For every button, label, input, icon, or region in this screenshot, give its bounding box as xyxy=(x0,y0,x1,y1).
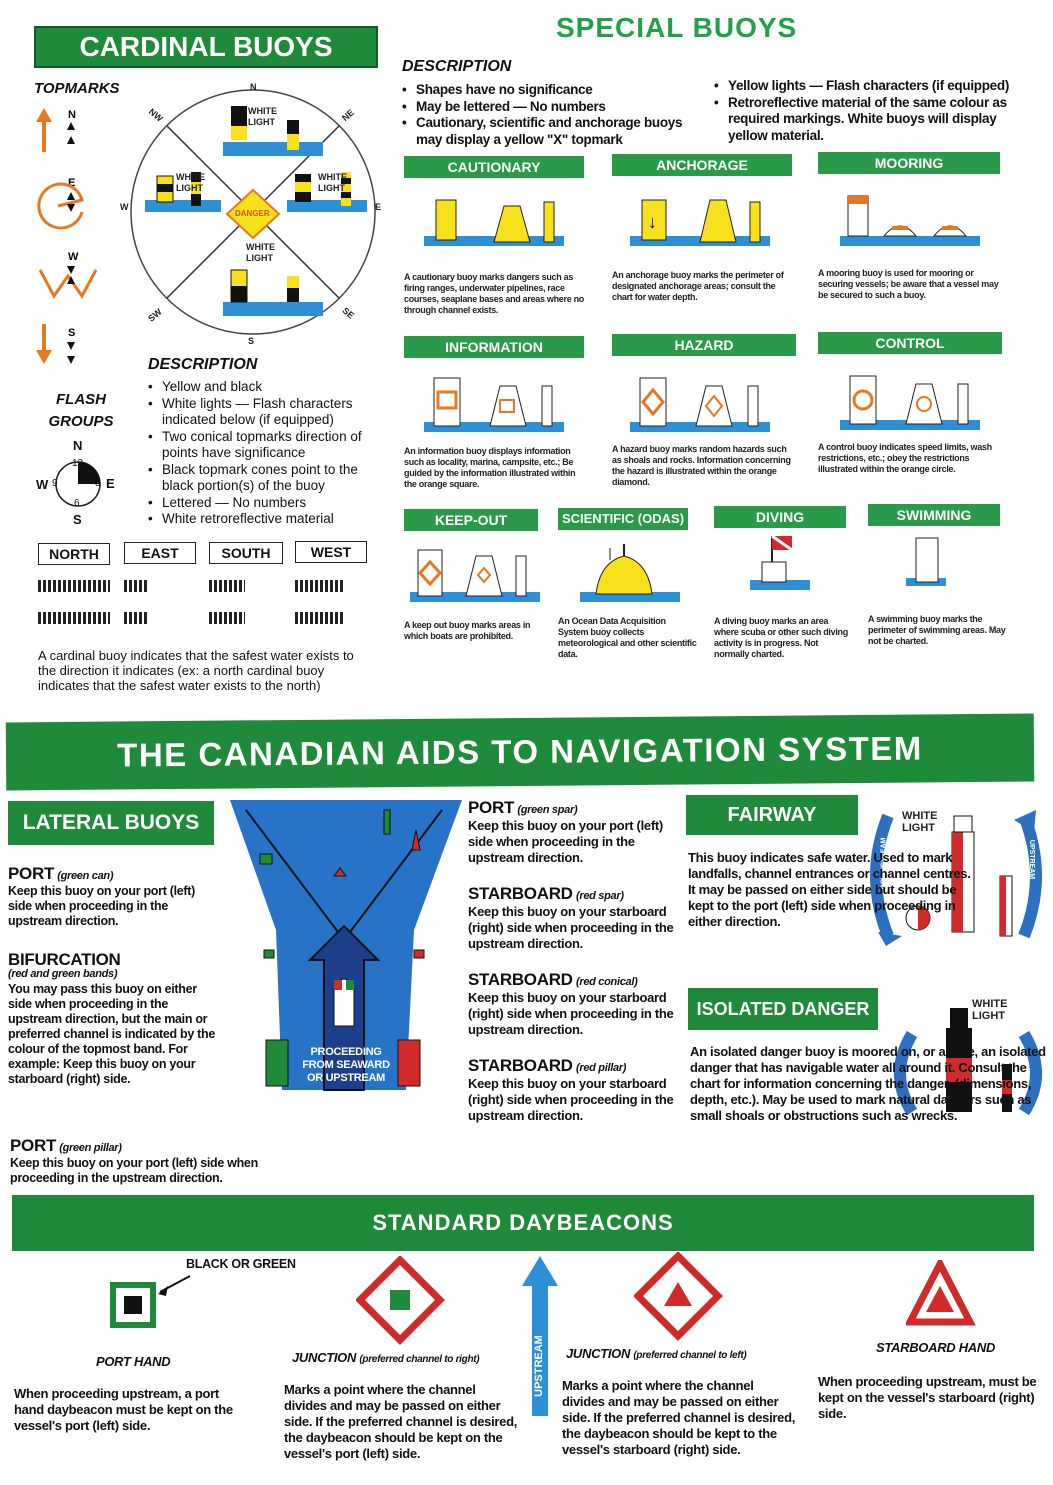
port-hand-text: When proceeding upstream, a port hand daybeacon must be kept on the vessel's port (left) side. xyxy=(14,1386,233,1433)
white-light-n: WHITE LIGHT xyxy=(248,106,277,127)
special-title: SPECIAL BUOYS xyxy=(556,12,798,43)
port-can-head: PORT xyxy=(8,864,55,883)
flash-pattern-east xyxy=(124,612,148,624)
cardinal-desc-item: • White lights — Flash characters indicated below (if equipped) xyxy=(148,396,388,429)
junction-right-daybeacon-icon xyxy=(356,1256,446,1346)
compass-n: N xyxy=(250,82,257,92)
cardinal-note: A cardinal buoy indicates that the safest water exists to the direction it indicates (ex: a north cardinal buoy indicates that the safest water exists to the north) xyxy=(38,648,354,693)
cardinal-description-title: DESCRIPTION xyxy=(148,356,258,373)
fairway-light-label: WHITE LIGHT xyxy=(902,810,938,834)
stbd-spar-head: STARBOARD xyxy=(468,884,573,903)
flash-pattern-west xyxy=(295,612,345,624)
flash-pattern-north xyxy=(38,612,110,624)
svg-text:W: W xyxy=(68,251,79,263)
special-hdr-diving: DIVING xyxy=(714,506,846,528)
bifurcation-block xyxy=(8,952,218,1087)
flash-pattern-west xyxy=(295,580,345,592)
clock-12: 12 xyxy=(72,458,84,469)
daybeacons-title: STANDARD DAYBEACONS xyxy=(12,1195,1034,1251)
junction-left-title: JUNCTION xyxy=(566,1346,631,1361)
stbd-spar-text: Keep this buoy on your starboard (right) side when proceeding in the upstream direction. xyxy=(468,904,674,951)
bifurcation-sub: (red and green bands) xyxy=(8,968,118,980)
topmarks-label: TOPMARKS xyxy=(34,80,120,97)
bifurcation-head: BIFURCATION xyxy=(8,950,121,969)
clock-s: S xyxy=(73,512,82,527)
cardinal-desc-item: • Black topmark cones point to the black portion(s) of the buoy xyxy=(148,462,388,495)
odas-buoy-icon xyxy=(580,540,680,610)
special-hdr-mooring: MOORING xyxy=(818,152,1000,174)
special-text-hazard: A hazard buoy marks random hazards such as shoals and rocks. Information concerning the hazard is illustrated within the orange diamond. xyxy=(612,444,791,487)
fairway-downstream: DOWNSTREAM xyxy=(880,837,888,890)
special-hdr-control: CONTROL xyxy=(818,332,1002,354)
diving-buoy-icon xyxy=(750,532,830,602)
clock-3: 3 xyxy=(95,478,101,489)
information-buoy-icon xyxy=(424,368,574,440)
compass-se: SE xyxy=(340,305,357,321)
svg-text:S: S xyxy=(68,327,76,339)
topmark-icons xyxy=(30,100,110,370)
special-desc-item: • Shapes have no significance xyxy=(402,82,702,99)
clock-w: W xyxy=(36,477,49,492)
flash-box-east: EAST xyxy=(124,542,196,564)
stbd-pillar-head: STARBOARD xyxy=(468,1056,573,1075)
port-spar-block xyxy=(468,800,678,866)
special-text-mooring: A mooring buoy is used for mooring or securing vessels; be aware that a vessel may be secured to such a buoy. xyxy=(818,268,999,300)
cardinal-desc-item: • White retroreflective material xyxy=(148,511,388,528)
port-spar-text: Keep this buoy on your port (left) side when proceeding in the upstream direction. xyxy=(468,818,663,865)
stbd-conical-block xyxy=(468,972,678,1038)
dir-n-label: N xyxy=(68,109,76,121)
hazard-buoy-icon xyxy=(630,368,780,440)
canadian-title: THE CANADIAN AIDS TO NAVIGATION SYSTEM xyxy=(6,714,1035,791)
white-light-s: WHITE LIGHT xyxy=(246,242,275,263)
cardinal-desc-item: • Two conical topmarks direction of points have significance xyxy=(148,429,388,462)
special-hdr-anchorage: ANCHORAGE xyxy=(612,154,792,176)
junction-right-text: Marks a point where the channel divides and may be passed on either side. If the preferred channel is desired, the daybeacon should be kept on the vessel's port (left) side. xyxy=(284,1382,518,1461)
special-text-anchorage: An anchorage buoy marks the perimeter of designated anchorage areas; consult the chart for water depth. xyxy=(612,270,784,302)
port-pillar-text: Keep this buoy on your port (left) side when proceeding in the upstream direction. xyxy=(10,1156,258,1185)
clock-6: 6 xyxy=(74,498,80,509)
stbd-conical-text: Keep this buoy on your starboard (right) side when proceeding in the upstream direction. xyxy=(468,990,674,1037)
special-text-scientific: An Ocean Data Acquisition System buoy collects meteorological and other scientific data. xyxy=(558,616,697,659)
cardinal-title: CARDINAL BUOYS xyxy=(34,26,378,68)
special-hdr-cautionary: CAUTIONARY xyxy=(404,156,584,178)
upstream-label: UPSTREAM xyxy=(533,1335,545,1397)
port-hand-daybeacon-icon xyxy=(100,1268,200,1348)
junction-right-name xyxy=(292,1350,479,1365)
stbd-spar-block xyxy=(468,886,678,952)
special-hdr-hazard: HAZARD xyxy=(612,334,796,356)
fairway-upstream: UPSTREAM xyxy=(1028,839,1036,880)
special-description-title: DESCRIPTION xyxy=(402,58,512,75)
special-hdr-swimming: SWIMMING xyxy=(868,504,1000,526)
cardinal-desc-item: • Lettered — No numbers xyxy=(148,495,388,512)
flash-box-west: WEST xyxy=(295,541,367,563)
clock-n: N xyxy=(73,438,83,453)
clock-e: E xyxy=(106,476,115,491)
special-desc-right xyxy=(714,78,1014,144)
swimming-buoy-icon xyxy=(906,532,966,602)
junction-left-daybeacon-icon xyxy=(634,1252,724,1342)
special-text-swimming: A swimming buoy marks the perimeter of swimming areas. May not be charted. xyxy=(868,614,1006,646)
flash-box-north: NORTH xyxy=(38,543,110,565)
special-desc-left xyxy=(402,82,702,148)
special-hdr-information: INFORMATION xyxy=(404,336,584,358)
compass-s: S xyxy=(248,336,255,346)
isolated-title: ISOLATED DANGER xyxy=(688,988,878,1030)
flash-pattern-south xyxy=(209,612,245,624)
mooring-buoy-icon xyxy=(840,186,990,256)
special-text-information: An information buoy displays information such as locality, marina, campsite, etc.; Be guided by the information illustrated within the orange square. xyxy=(404,446,576,489)
junction-right-title: JUNCTION xyxy=(292,1350,357,1365)
black-or-green-label: BLACK OR GREEN xyxy=(186,1257,296,1271)
compass-sw: SW xyxy=(146,306,164,324)
compass-w: W xyxy=(120,202,129,212)
special-hdr-keep-out: KEEP-OUT xyxy=(404,509,538,531)
special-hdr-scientific: SCIENTIFIC (ODAS) xyxy=(558,508,688,530)
white-light-e: WHITE LIGHT xyxy=(318,172,347,193)
starboard-hand-name: STARBOARD HAND xyxy=(876,1340,996,1355)
isolated-text: An isolated danger buoy is moored on, or above, an isolated danger that has navigable water all around it. Consult the chart for information concerning the danger, (dimensions, depth, etc.). May be used to mark natural dangers such as small shoals or obstructions such as wrecks. xyxy=(690,1044,1046,1123)
stbd-pillar-text: Keep this buoy on your starboard (right) side when proceeding in the upstream direction. xyxy=(468,1076,674,1123)
compass-e: E xyxy=(375,202,382,212)
fairway-text: This buoy indicates safe water. Used to mark landfalls, channel entrances or channel centres. It may be passed on either side but should be kept to the port (left) side when proceeding in either direction. xyxy=(688,850,971,929)
flash-groups-label: FLASH GROUPS xyxy=(48,391,114,430)
special-text-control: A control buoy indicates speed limits, wash restrictions, etc.; obey the restrictions illustrated within the orange circle. xyxy=(818,442,992,474)
special-desc-item: • May be lettered — No numbers xyxy=(402,99,702,116)
clock-9: 9 xyxy=(52,478,58,489)
river-label: PROCEEDING FROM SEAWARD OR UPSTREAM xyxy=(302,1046,390,1084)
special-text-diving: A diving buoy marks an area where scuba or other such diving activity is in progress. Not normally charted. xyxy=(714,616,848,659)
special-desc-item: • Retroreflective material of the same colour as required markings. White buoys will display yellow material. xyxy=(714,95,1014,145)
stbd-spar-sub: (red spar) xyxy=(575,890,624,902)
special-desc-item: • Yellow lights — Flash characters (if equipped) xyxy=(714,78,1014,95)
cardinal-desc-item: • Yellow and black xyxy=(148,379,388,396)
port-pillar-sub: (green pillar) xyxy=(59,1142,122,1154)
port-pillar-block xyxy=(10,1138,280,1186)
control-buoy-icon xyxy=(840,366,990,438)
isolated-light-label: WHITE LIGHT xyxy=(972,998,1008,1022)
compass-nw: NW xyxy=(146,106,165,124)
port-spar-sub: (green spar) xyxy=(517,804,578,816)
stbd-pillar-sub: (red pillar) xyxy=(575,1062,627,1074)
starboard-hand-text: When proceeding upstream, must be kept on the vessel's starboard (right) side. xyxy=(818,1374,1037,1421)
flash-pattern-north xyxy=(38,580,110,592)
stbd-conical-head: STARBOARD xyxy=(468,970,573,989)
flash-pattern-east xyxy=(124,580,148,592)
stbd-conical-sub: (red conical) xyxy=(575,976,638,988)
junction-left-text: Marks a point where the channel divides and may be passed on either side. If the preferred channel is desired, the daybeacon should be kept to the vessel's starboard (right) side. xyxy=(562,1378,796,1457)
port-spar-head: PORT xyxy=(468,798,515,817)
special-desc-item: • Cautionary, scientific and anchorage buoys may display a yellow "X" topmark xyxy=(402,115,702,148)
anchorage-buoy-icon xyxy=(630,186,780,256)
port-pillar-head: PORT xyxy=(10,1136,57,1155)
flash-pattern-south xyxy=(209,580,245,592)
special-text-cautionary: A cautionary buoy marks dangers such as firing ranges, underwater pipelines, race courses, seaplane bases and areas where no through channel exists. xyxy=(404,272,584,315)
port-can-block xyxy=(8,866,218,929)
bifurcation-text: You may pass this buoy on either side when proceeding in the upstream direction, but the main or preferred channel is indicated by the colour of the topmost band. For example: Keep this buoy on your starboard (right) side. xyxy=(8,982,216,1086)
svg-text:E: E xyxy=(68,177,76,189)
cardinal-description-list xyxy=(148,379,388,528)
junction-left-sub: (preferred channel to left) xyxy=(633,1350,747,1361)
lateral-title: LATERAL BUOYS xyxy=(8,801,214,845)
cautionary-buoy-icon xyxy=(424,186,574,256)
compass-ne: NE xyxy=(339,107,356,123)
danger-label: DANGER xyxy=(235,209,270,218)
junction-left-name xyxy=(566,1346,746,1361)
port-hand-name: PORT HAND xyxy=(96,1354,171,1369)
junction-right-sub: (preferred channel to right) xyxy=(359,1354,480,1365)
flash-box-south: SOUTH xyxy=(209,542,283,564)
port-can-sub: (green can) xyxy=(57,870,114,882)
svg-text:↓: ↓ xyxy=(648,212,657,232)
fairway-title: FAIRWAY xyxy=(686,795,858,835)
keep-out-buoy-icon xyxy=(410,540,550,610)
port-can-text: Keep this buoy on your port (left) side when proceeding in the upstream direction. xyxy=(8,884,196,928)
starboard-hand-daybeacon-icon xyxy=(906,1260,976,1330)
stbd-pillar-block xyxy=(468,1058,678,1124)
special-text-keep-out: A keep out buoy marks areas in which boats are prohibited. xyxy=(404,620,531,641)
white-light-w: WHITE LIGHT xyxy=(176,172,205,193)
